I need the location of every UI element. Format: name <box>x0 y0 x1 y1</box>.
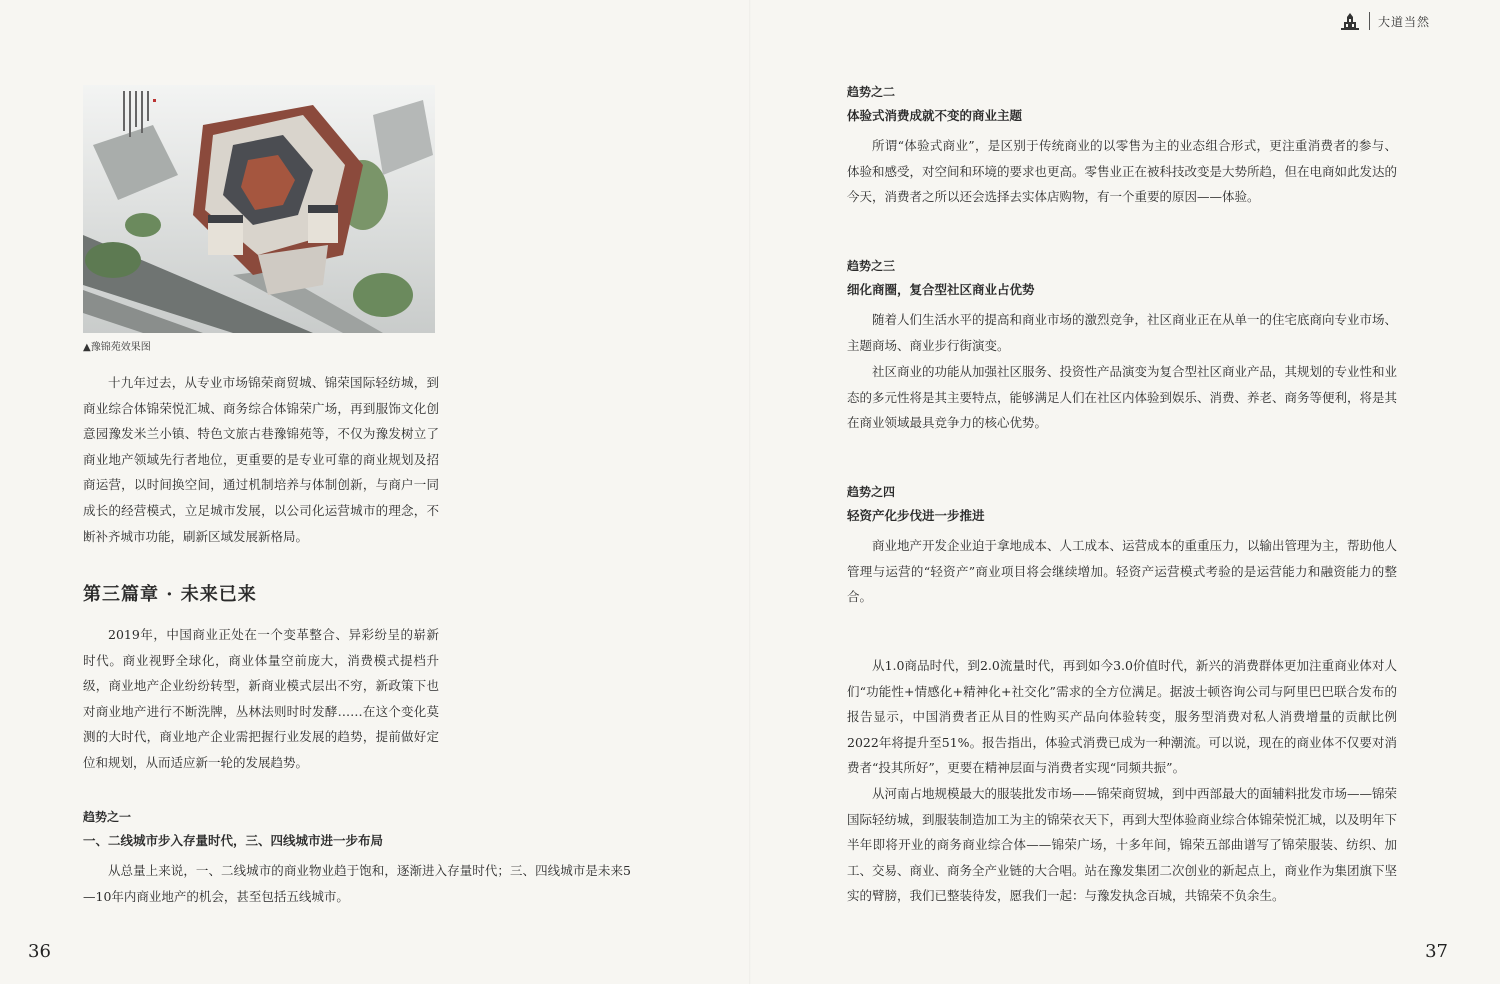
chapter-intro-paragraph: 2019年，中国商业正处在一个变革整合、异彩纷呈的崭新时代。商业视野全球化，商业体量空前庞大，消费模式提档升级，商业地产企业纷纷转型，新商业模式层出不穷，新政策下也对商业地产进行不断洗牌，丛林法则时时发酵……在这个变化莫测的大时代，商业地产企业需把握行业发展的趋势，提前做好定位和规划，从而适应新一轮的发展趋势。 <box>83 627 439 770</box>
left-intro-paragraph: 十九年过去，从专业市场锦荣商贸城、锦荣国际轻纺城，到商业综合体锦荣悦汇城、商务综合体锦荣广场，再到服饰文化创意园豫发米兰小镇、特色文旅古巷豫锦苑等，不仅为豫发树立了商业地产领域先行者地位，更重要的是专业可靠的商业规划及招商运营，以时间换空间，通过机制培养与体制创新，与商户一同成长的经营模式，立足城市发展，以公司化运营城市的理念，不断补齐城市功能，刷新区域发展新格局。 <box>83 375 439 544</box>
trend4-label: 趋势之四 <box>847 485 896 499</box>
chapter-title: 第三篇章 · 未来已来 <box>83 584 257 605</box>
aerial-rendering-image <box>83 85 435 333</box>
closing-paragraph-2: 从河南占地规模最大的服装批发市场——锦荣商贸城，到中西部最大的面辅料批发市场——锦荣国际轻纺城，到服装制造加工为主的锦荣衣天下，再到大型体验商业综合体锦荣悦汇城，以及明年下半年即将开业的商务商业综合体——锦荣广场，十多年间，锦荣五部曲谱写了锦荣服装、纺织、加工、交易、商业、商务全产业链的大合唱。站在豫发集团二次创业的新起点上，商业作为集团旗下坚实的臂膀，我们已整装待发，愿我们一起：与豫发执念百城，共锦荣不负余生。 <box>847 786 1398 904</box>
page-number-right: 37 <box>1425 941 1448 962</box>
trend4-body: 商业地产开发企业迫于拿地成本、人工成本、运营成本的重重压力，以输出管理为主，帮助他人管理与运营的“轻资产”商业项目将会继续增加。轻资产运营模式考验的是运营能力和融资能力的整合。 <box>847 538 1398 605</box>
brand-name: 大道当然 <box>1377 14 1430 29</box>
trend2-body: 所谓“体验式商业”，是区别于传统商业的以零售为主的业态组合形式，更注重消费者的参与、体验和感受，对空间和环境的要求也更高。零售业正在被科技改变是大势所趋，但在电商如此发达的今天，消费者之所以还会选择去实体店购物，有一个重要的原因——体验。 <box>847 138 1398 205</box>
spread-fold <box>749 0 751 984</box>
trend1-body: 从总量上来说，一、二线城市的商业物业趋于饱和，逐渐进入存量时代；三、四线城市是未来5—10年内商业地产的机会，甚至包括五线城市。 <box>83 863 631 904</box>
brand-header <box>1339 10 1430 32</box>
trend2-label: 趋势之二 <box>847 85 896 99</box>
aerial-rendering-drawing <box>83 85 435 333</box>
trend3-label: 趋势之三 <box>847 259 896 273</box>
image-caption: ▲豫锦苑效果图 <box>83 342 151 353</box>
building-logo-icon <box>1339 10 1361 32</box>
page-number-left: 36 <box>28 941 51 962</box>
closing-paragraph-1: 从1.0商品时代，到2.0流量时代，再到如今3.0价值时代，新兴的消费群体更加注重商业体对人们“功能性+情感化+精神化+社交化”需求的全方位满足。据波士顿咨询公司与阿里巴巴联合发布的报告显示，中国消费者正从目的性购买产品向体验转变，服务型消费对私人消费增量的贡献比例2022年将提升至51%。报告指出，体验式消费已成为一种潮流。可以说，现在的商业体不仅要对消费者“投其所好”，更要在精神层面与消费者实现“同频共振”。 <box>847 658 1397 776</box>
trend2-title: 体验式消费成就不变的商业主题 <box>847 108 1023 123</box>
trend3-body-1: 随着人们生活水平的提高和商业市场的激烈竞争，社区商业正在从单一的住宅底商向专业市场、主题商场、商业步行街演变。 <box>847 312 1398 353</box>
trend1-label: 趋势之一 <box>83 810 132 824</box>
trend4-title: 轻资产化步伐进一步推进 <box>847 508 985 523</box>
trend3-body-2: 社区商业的功能从加强社区服务、投资性产品演变为复合型社区商业产品，其规划的专业性和业态的多元性将是其主要特点，能够满足人们在社区内体验到娱乐、消费、养老、商务等便利，将是其在商业领域最具竞争力的核心优势。 <box>847 364 1398 431</box>
trend3-title: 细化商圈，复合型社区商业占优势 <box>847 282 1035 297</box>
trend1-title: 一、二线城市步入存量时代，三、四线城市进一步布局 <box>83 833 384 848</box>
brand-separator <box>1369 12 1370 30</box>
